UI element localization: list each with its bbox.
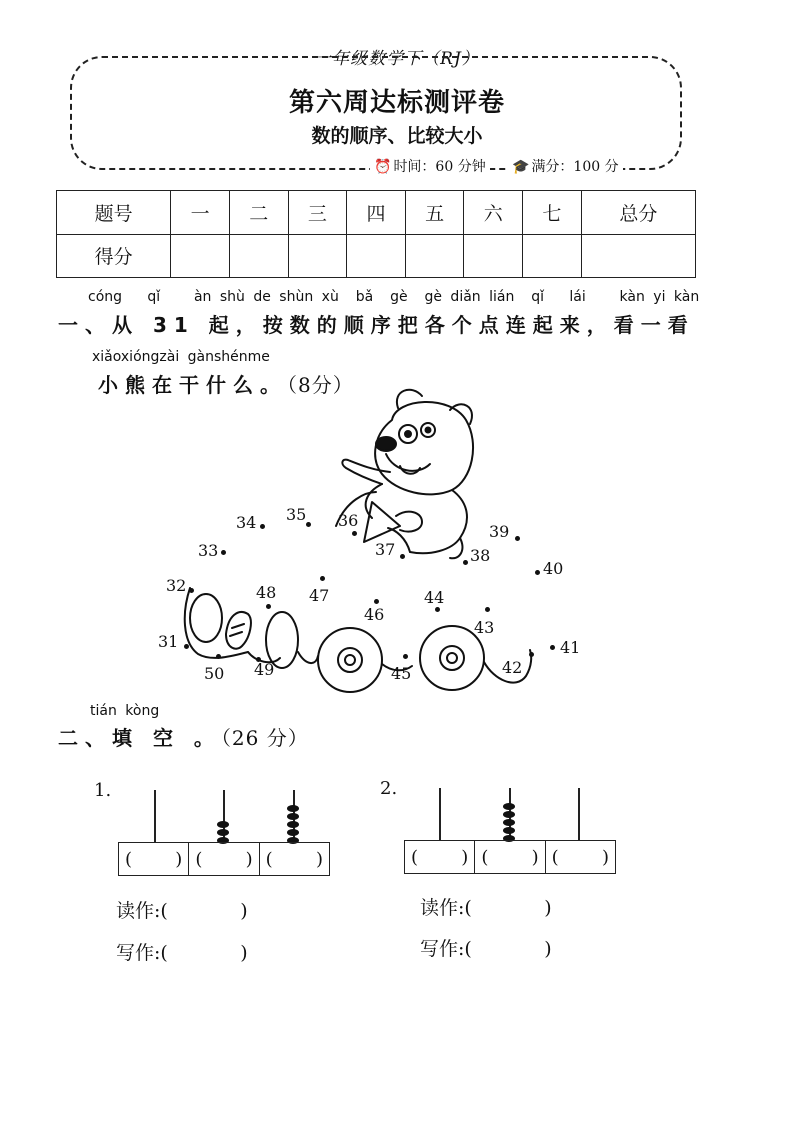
- dot-33[interactable]: [221, 550, 226, 555]
- abacus1-cell-ones[interactable]: [260, 843, 329, 875]
- bead: [287, 829, 299, 836]
- car-headlight: [190, 594, 222, 642]
- paren-open: (: [195, 848, 203, 870]
- paren-close: ): [245, 848, 253, 870]
- bead: [503, 819, 515, 826]
- score-cell: 七: [523, 191, 582, 235]
- dot-label-35: 35: [286, 505, 307, 524]
- score-cell: 三: [288, 191, 347, 235]
- dot-label-42: 42: [502, 658, 523, 677]
- dot-35[interactable]: [306, 522, 311, 527]
- score-table-score-row: [57, 234, 696, 278]
- bear-body: [410, 490, 467, 553]
- dot-label-31: 31: [158, 632, 179, 651]
- dot-label-46: 46: [364, 605, 385, 624]
- q1-text-line2-main: 小熊在干什么。: [98, 373, 287, 397]
- dot-label-48: 48: [256, 583, 277, 602]
- abacus2-cell-hundreds[interactable]: [405, 841, 475, 873]
- q2-text-main: 二、填 空 。: [58, 726, 221, 750]
- abacus1-rod-hundreds: [154, 790, 156, 842]
- abacus2-rod-ones: [578, 788, 580, 840]
- time-info: [370, 156, 490, 176]
- dot-label-47: 47: [309, 586, 330, 605]
- score-input-cell[interactable]: [229, 234, 288, 278]
- abacus2-beads-tens: [503, 802, 515, 842]
- paren-open: (: [481, 846, 489, 868]
- q2-item1-read[interactable]: 读作:( ): [116, 900, 248, 922]
- paren-open: (: [411, 846, 419, 868]
- abacus1-beads-ones: [287, 804, 299, 844]
- bead: [287, 821, 299, 828]
- abacus1-frame: [118, 842, 330, 876]
- dot-31[interactable]: [184, 644, 189, 649]
- score-table-header-row: [57, 191, 696, 235]
- score-cell: 六: [464, 191, 523, 235]
- bear-mouth: [386, 454, 430, 471]
- dot-34[interactable]: [260, 524, 265, 529]
- dot-48[interactable]: [266, 604, 271, 609]
- dot-42[interactable]: [529, 652, 534, 657]
- paren-close: ): [315, 848, 323, 870]
- bead: [217, 821, 229, 828]
- q2-pinyin: tián kòng: [90, 703, 160, 719]
- dot-label-32: 32: [166, 576, 187, 595]
- score-cell: 四: [347, 191, 406, 235]
- dot-label-50: 50: [204, 664, 225, 683]
- dot-37[interactable]: [400, 554, 405, 559]
- subject-label: 一年级数学下（RJ）: [314, 49, 480, 69]
- dot-label-33: 33: [198, 541, 219, 560]
- score-input-cell[interactable]: [347, 234, 406, 278]
- dot-44[interactable]: [435, 607, 440, 612]
- abacus2-cell-tens[interactable]: [475, 841, 545, 873]
- dot-32[interactable]: [189, 588, 194, 593]
- score-info: [508, 156, 623, 176]
- abacus1-cell-tens[interactable]: [189, 843, 259, 875]
- abacus2-rod-hundreds: [439, 788, 441, 840]
- score-row-label: 得分: [57, 234, 171, 278]
- paren-open: (: [551, 846, 559, 868]
- score-input-cell[interactable]: [523, 234, 582, 278]
- car-wheel-left: [318, 628, 382, 692]
- abacus2-cell-ones[interactable]: [546, 841, 615, 873]
- q2-text: [58, 722, 309, 751]
- q2-item2-write[interactable]: 写作:( ): [420, 938, 552, 960]
- dot-label-39: 39: [489, 522, 510, 541]
- score-input-cell[interactable]: [405, 234, 464, 278]
- score-cell: 总分: [581, 191, 695, 235]
- dot-41[interactable]: [550, 645, 555, 650]
- dot-label-34: 34: [236, 513, 257, 532]
- dot-label-41: 41: [560, 638, 581, 657]
- graduation-cap-icon: 🎓: [512, 159, 530, 175]
- bead: [287, 805, 299, 812]
- time-label: 时间：60 分钟: [393, 159, 486, 175]
- q2-item2-label: 2.: [380, 778, 398, 799]
- bead: [217, 829, 229, 836]
- dot-39[interactable]: [515, 536, 520, 541]
- q1-pinyin-line1: cóng qǐ àn shù de shùn xù bǎ gè gè diǎn lián qǐ lái kàn yi kàn: [88, 289, 700, 305]
- score-label: 满分：100 分: [531, 159, 619, 175]
- score-cell: 五: [405, 191, 464, 235]
- dot-40[interactable]: [535, 570, 540, 575]
- clock-icon: ⏰: [374, 159, 392, 175]
- score-cell: 题号: [57, 191, 171, 235]
- q1-pinyin-line2: xiǎoxióngzài gànshénme: [92, 349, 270, 365]
- dot-label-40: 40: [543, 559, 564, 578]
- dot-label-37: 37: [375, 540, 396, 559]
- score-input-cell[interactable]: [171, 234, 230, 278]
- score-table: [56, 190, 696, 278]
- abacus2-frame: [404, 840, 616, 874]
- bead: [287, 813, 299, 820]
- q1-points: （8分）: [287, 373, 354, 397]
- page-subtitle: 数的顺序、比较大小: [311, 125, 483, 147]
- abacus1-beads-tens: [217, 820, 229, 844]
- dot-47[interactable]: [320, 576, 325, 581]
- car-grille: [226, 612, 251, 649]
- dot-label-38: 38: [470, 546, 491, 565]
- bear-arm: [342, 460, 390, 484]
- bead: [503, 811, 515, 818]
- dot-50[interactable]: [216, 654, 221, 659]
- dot-label-45: 45: [391, 664, 412, 683]
- q2-points: （26 分）: [220, 726, 309, 750]
- dot-38[interactable]: [463, 560, 468, 565]
- dot-46[interactable]: [374, 599, 379, 604]
- dot-45[interactable]: [403, 654, 408, 659]
- q1-text-line1: 一、从 31 起，按数的顺序把各个点连起来，看一看: [58, 313, 695, 337]
- dot-label-36: 36: [338, 511, 359, 530]
- bear-paper: [364, 502, 400, 542]
- bead: [503, 803, 515, 810]
- paren-open: (: [125, 848, 133, 870]
- bead: [503, 827, 515, 834]
- score-input-cell[interactable]: [581, 234, 695, 278]
- q2-item1-write[interactable]: 写作:( ): [116, 942, 248, 964]
- score-input-cell[interactable]: [288, 234, 347, 278]
- paren-close: ): [531, 846, 539, 868]
- paren-open: (: [265, 848, 273, 870]
- abacus1-cell-hundreds[interactable]: [119, 843, 189, 875]
- score-cell: 一: [171, 191, 230, 235]
- paren-close: ): [461, 846, 469, 868]
- q2-item1-label: 1.: [94, 780, 112, 801]
- dot-43[interactable]: [485, 607, 490, 612]
- score-input-cell[interactable]: [464, 234, 523, 278]
- dot-36[interactable]: [352, 531, 357, 536]
- paren-close: ): [601, 846, 609, 868]
- paren-close: ): [175, 848, 183, 870]
- bear-nose: [376, 437, 396, 451]
- dot-label-43: 43: [474, 618, 495, 637]
- dot-label-44: 44: [424, 588, 445, 607]
- dot-label-49: 49: [254, 660, 275, 679]
- score-cell: 二: [229, 191, 288, 235]
- page-title: 第六周达标测评卷: [288, 88, 505, 118]
- q2-item2-read[interactable]: 读作:( ): [420, 897, 552, 919]
